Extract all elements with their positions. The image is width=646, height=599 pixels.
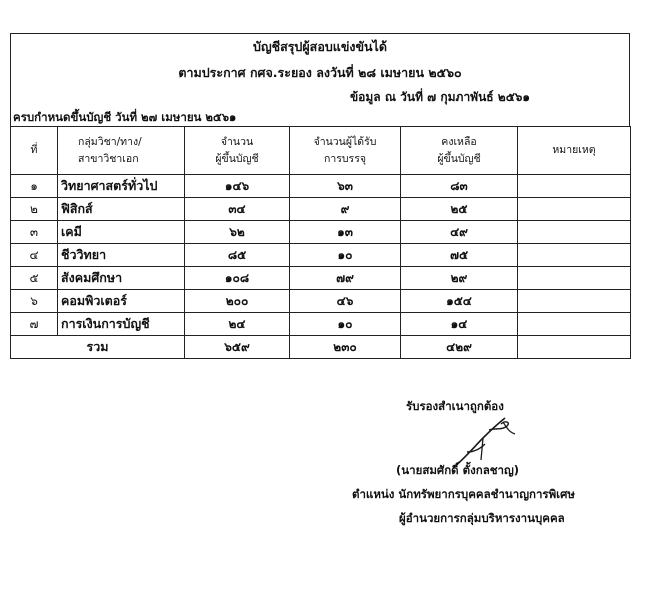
row-remaining: ๘๓ — [401, 175, 518, 198]
total-note — [518, 336, 631, 359]
row-appointed: ๙ — [290, 198, 401, 221]
table-total-row — [11, 336, 631, 359]
row-subject: ชีววิทยา — [58, 244, 185, 267]
row-note — [518, 244, 631, 267]
row-remaining: ๒๕ — [401, 198, 518, 221]
table-row — [11, 175, 631, 198]
row-note — [518, 290, 631, 313]
table-row — [11, 221, 631, 244]
row-number: ๑ — [11, 175, 58, 198]
row-listed: ๑๐๘ — [185, 267, 290, 290]
row-listed: ๓๔ — [185, 198, 290, 221]
row-remaining: ๗๕ — [401, 244, 518, 267]
row-subject: การเงินการบัญชี — [58, 313, 185, 336]
row-remaining: ๒๙ — [401, 267, 518, 290]
row-subject: เคมี — [58, 221, 185, 244]
signer-position: ตำแหน่ง นักทรัพยากรบุคคลชำนาญการพิเศษ — [352, 487, 575, 501]
certified-copy-text: รับรองสำเนาถูกต้อง — [406, 399, 504, 413]
row-note — [518, 175, 631, 198]
col-header-remaining: คงเหลือ ผู้ขึ้นบัญชี — [401, 127, 518, 175]
col-header-note: หมายเหตุ — [518, 127, 631, 175]
col-header-subject: กลุ่มวิชา/ทาง/ สาขาวิชาเอก — [58, 127, 185, 175]
row-appointed: ๑๐ — [290, 244, 401, 267]
row-subject: ฟิสิกส์ — [58, 198, 185, 221]
row-appointed: ๑๓ — [290, 221, 401, 244]
table-row — [11, 313, 631, 336]
table-header-row — [11, 127, 631, 175]
row-note — [518, 198, 631, 221]
row-number: ๗ — [11, 313, 58, 336]
row-number: ๔ — [11, 244, 58, 267]
row-number: ๒ — [11, 198, 58, 221]
col-header-listed: จำนวน ผู้ขึ้นบัญชี — [185, 127, 290, 175]
table-row — [11, 290, 631, 313]
total-label: รวม — [11, 336, 185, 359]
row-appointed: ๗๙ — [290, 267, 401, 290]
table-row — [11, 244, 631, 267]
data-date-line: ข้อมูล ณ วันที่ ๗ กุมภาพันธ์ ๒๕๖๑ — [349, 90, 531, 104]
row-listed: ๒๔ — [185, 313, 290, 336]
row-note — [518, 267, 631, 290]
row-remaining: ๑๕๔ — [401, 290, 518, 313]
summary-sheet — [10, 33, 630, 359]
row-appointed: ๑๐ — [290, 313, 401, 336]
row-number: ๖ — [11, 290, 58, 313]
total-listed: ๖๕๙ — [185, 336, 290, 359]
row-number: ๓ — [11, 221, 58, 244]
row-subject: วิทยาศาสตร์ทั่วไป — [58, 175, 185, 198]
total-remaining: ๔๒๙ — [401, 336, 518, 359]
row-subject: คอมพิวเตอร์ — [58, 290, 185, 313]
row-listed: ๖๒ — [185, 221, 290, 244]
col-header-no: ที่ — [11, 127, 58, 175]
row-listed: ๒๐๐ — [185, 290, 290, 313]
row-appointed: ๖๓ — [290, 175, 401, 198]
handwritten-signature — [445, 408, 535, 470]
row-listed: ๘๕ — [185, 244, 290, 267]
signer-name: (นายสมศักดิ์ ตั้งกลชาญ) — [396, 463, 520, 477]
signer-unit: ผู้อำนวยการกลุ่มบริหารงานบุคคล — [399, 511, 565, 525]
col-header-appointed: จำนวนผู้ได้รับ การบรรจุ — [290, 127, 401, 175]
row-note — [518, 313, 631, 336]
total-appointed: ๒๓๐ — [290, 336, 401, 359]
row-number: ๕ — [11, 267, 58, 290]
expiry-line: ครบกำหนดขึ้นบัญชี วันที่ ๒๗ เมษายน ๒๕๖๑ — [13, 110, 237, 124]
row-remaining: ๔๙ — [401, 221, 518, 244]
table-row — [11, 198, 631, 221]
row-note — [518, 221, 631, 244]
document-header — [10, 33, 630, 126]
row-appointed: ๔๖ — [290, 290, 401, 313]
document-title: บัญชีสรุปผู้สอบแข่งขันได้ — [253, 39, 387, 54]
summary-table — [10, 126, 631, 359]
row-subject: สังคมศึกษา — [58, 267, 185, 290]
row-remaining: ๑๔ — [401, 313, 518, 336]
row-listed: ๑๔๖ — [185, 175, 290, 198]
announcement-line: ตามประกาศ กศจ.ระยอง ลงวันที่ ๒๘ เมษายน ๒๕๖๐ — [178, 65, 462, 80]
table-row — [11, 267, 631, 290]
